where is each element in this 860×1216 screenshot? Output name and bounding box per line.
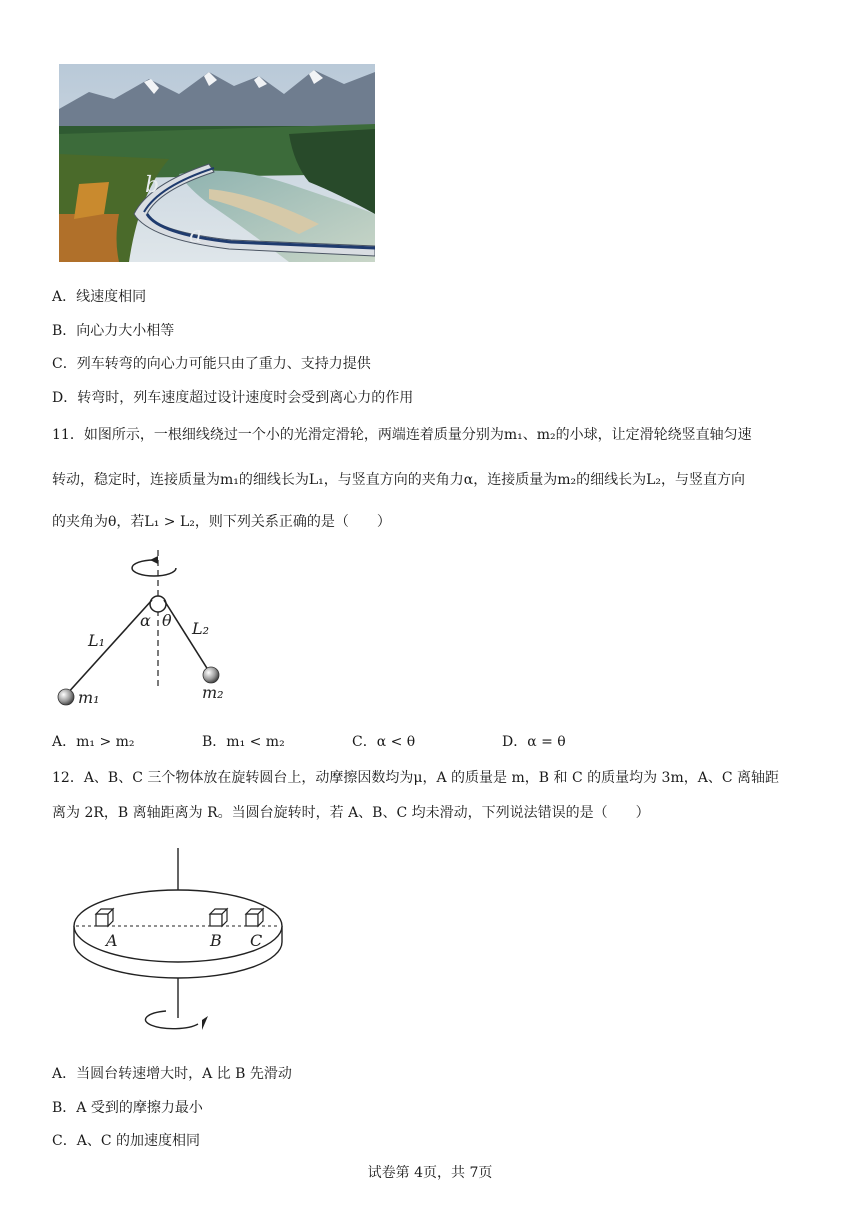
label-l2: L₂ xyxy=(192,619,210,638)
q11-option-b: B．m₁ < m₂ xyxy=(202,734,285,750)
pulley-diagram xyxy=(50,548,250,713)
q10-option-c: C．列车转弯的向心力可能只由了重力、支持力提供 xyxy=(52,356,371,372)
q11-option-c: C．α < θ xyxy=(352,734,416,750)
q12-stem-line2: 离为 2R，B 离轴距离为 R。当圆台旋转时，若 A、B、C 均未滑动，下列说法错误的是（ ） xyxy=(52,805,650,821)
label-m1: m₁ xyxy=(78,688,100,707)
q11-stem-line1: 11．如图所示，一根细线绕过一个小的光滑定滑轮，两端连着质量分别为m₁、m₂的小球，让定滑轮绕竖直轴匀速 xyxy=(52,427,752,443)
q12-option-a: A．当圆台转速增大时，A 比 B 先滑动 xyxy=(52,1066,292,1082)
q12-option-b: B．A 受到的摩擦力最小 xyxy=(52,1100,203,1116)
photo-label-b: b xyxy=(145,173,160,198)
label-alpha: α xyxy=(140,611,151,630)
label-b: B xyxy=(210,931,222,950)
q10-option-a: A．线速度相同 xyxy=(52,289,147,305)
q11-stem-line3: 的夹角为θ，若L₁ > L₂，则下列关系正确的是（ ） xyxy=(52,514,391,530)
label-a: A xyxy=(106,931,118,950)
label-l1: L₁ xyxy=(88,631,106,650)
q12-option-c: C．A、C 的加速度相同 xyxy=(52,1133,200,1149)
q11-option-a: A．m₁ > m₂ xyxy=(52,734,135,750)
train-curve-photo xyxy=(59,64,375,262)
q12-stem-line1: 12．A、B、C 三个物体放在旋转圆台上，动摩擦因数均为μ，A 的质量是 m，B 和 C 的质量均为 3m，A、C 离轴距 xyxy=(52,770,780,786)
label-m2: m₂ xyxy=(202,683,224,702)
turntable-diagram xyxy=(68,846,293,1036)
q11-stem-line2: 转动，稳定时，连接质量为m₁的细线长为L₁，与竖直方向的夹角力α，连接质量为m₂的细线长为L₂，与竖直方向 xyxy=(52,472,746,488)
q11-option-d: D．α = θ xyxy=(502,734,566,750)
q10-option-b: B．向心力大小相等 xyxy=(52,323,175,339)
label-c: C xyxy=(250,931,263,950)
photo-label-a: a xyxy=(189,223,203,248)
label-theta: θ xyxy=(162,611,172,630)
q10-option-d: D．转弯时，列车速度超过设计速度时会受到离心力的作用 xyxy=(52,390,414,406)
page-footer: 试卷第 4页，共 7页 xyxy=(367,1165,493,1181)
